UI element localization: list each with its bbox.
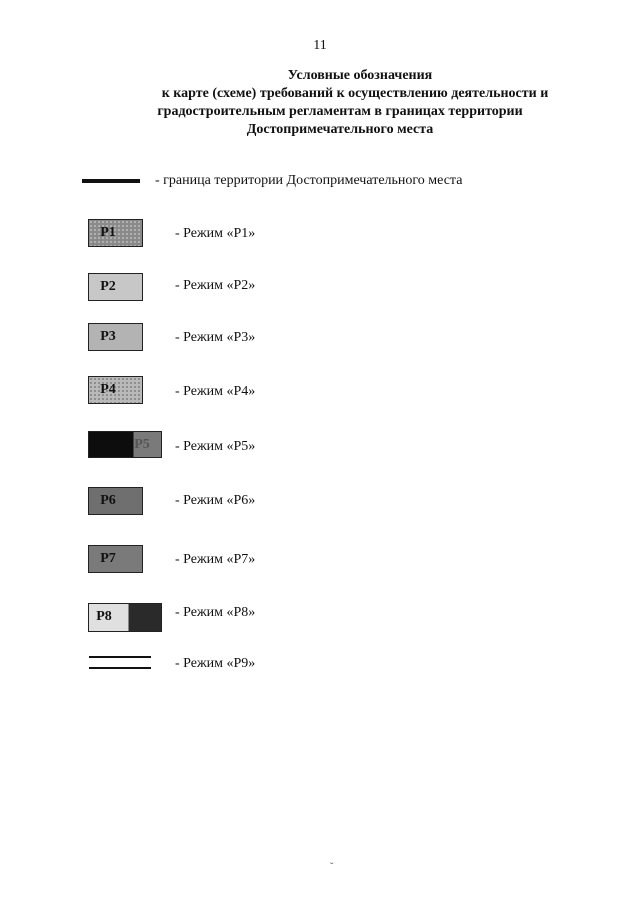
regime-code: Р3: [100, 329, 116, 344]
regime-p5-swatch: [88, 431, 162, 458]
legend-row-p3: [0, 323, 640, 357]
regime-p4-swatch: [88, 376, 143, 404]
regime-p1-swatch: [88, 219, 143, 247]
legend-row-p6: [0, 487, 640, 521]
regime-p6-swatch: [88, 487, 143, 515]
title-line: Достопримечательного места: [246, 122, 434, 137]
page-number: 11: [313, 38, 327, 53]
regime-label: - Режим «Р8»: [175, 605, 256, 620]
legend-row-p7: [0, 545, 640, 579]
boundary-line-symbol: [82, 179, 140, 183]
regime-code: Р1: [100, 225, 116, 240]
regime-label: - Режим «Р7»: [175, 552, 256, 567]
double-line-bottom: [89, 667, 151, 669]
regime-p8-swatch: [88, 603, 162, 632]
regime-p9-symbol: [89, 656, 151, 670]
regime-code: Р4: [100, 382, 116, 397]
boundary-legend-label: - граница территории Достопримечательного места: [155, 173, 463, 188]
legend-title: [100, 67, 620, 139]
legend-row-p4: [0, 376, 640, 410]
double-line-top: [89, 656, 151, 658]
regime-p3-swatch: [88, 323, 143, 351]
regime-label: - Режим «Р3»: [175, 330, 256, 345]
legend-row-p2: [0, 273, 640, 307]
regime-p7-swatch: [88, 545, 143, 573]
legend-row-p1: [0, 219, 640, 253]
title-line: градостроительным регламентам в границах территории: [157, 104, 523, 119]
legend-row-p5: [0, 431, 640, 465]
regime-label: - Режим «Р4»: [175, 384, 256, 399]
regime-label: - Режим «Р2»: [175, 278, 256, 293]
regime-label: - Режим «Р5»: [175, 439, 256, 454]
regime-label: - Режим «Р6»: [175, 493, 256, 508]
regime-label: - Режим «Р1»: [175, 226, 256, 241]
regime-p2-swatch: [88, 273, 143, 301]
regime-code: Р5: [134, 437, 150, 452]
regime-code: Р8: [96, 609, 112, 624]
scan-mark: ˇ: [330, 862, 334, 873]
legend-row-p8: [0, 603, 640, 637]
regime-p9-label: - Режим «Р9»: [175, 656, 256, 671]
regime-code: Р6: [100, 493, 116, 508]
regime-code: Р2: [100, 279, 116, 294]
title-line: Условные обозначения: [287, 68, 433, 83]
regime-code: Р7: [100, 551, 116, 566]
title-line: к карте (схеме) требований к осуществлению деятельности и: [161, 86, 549, 101]
